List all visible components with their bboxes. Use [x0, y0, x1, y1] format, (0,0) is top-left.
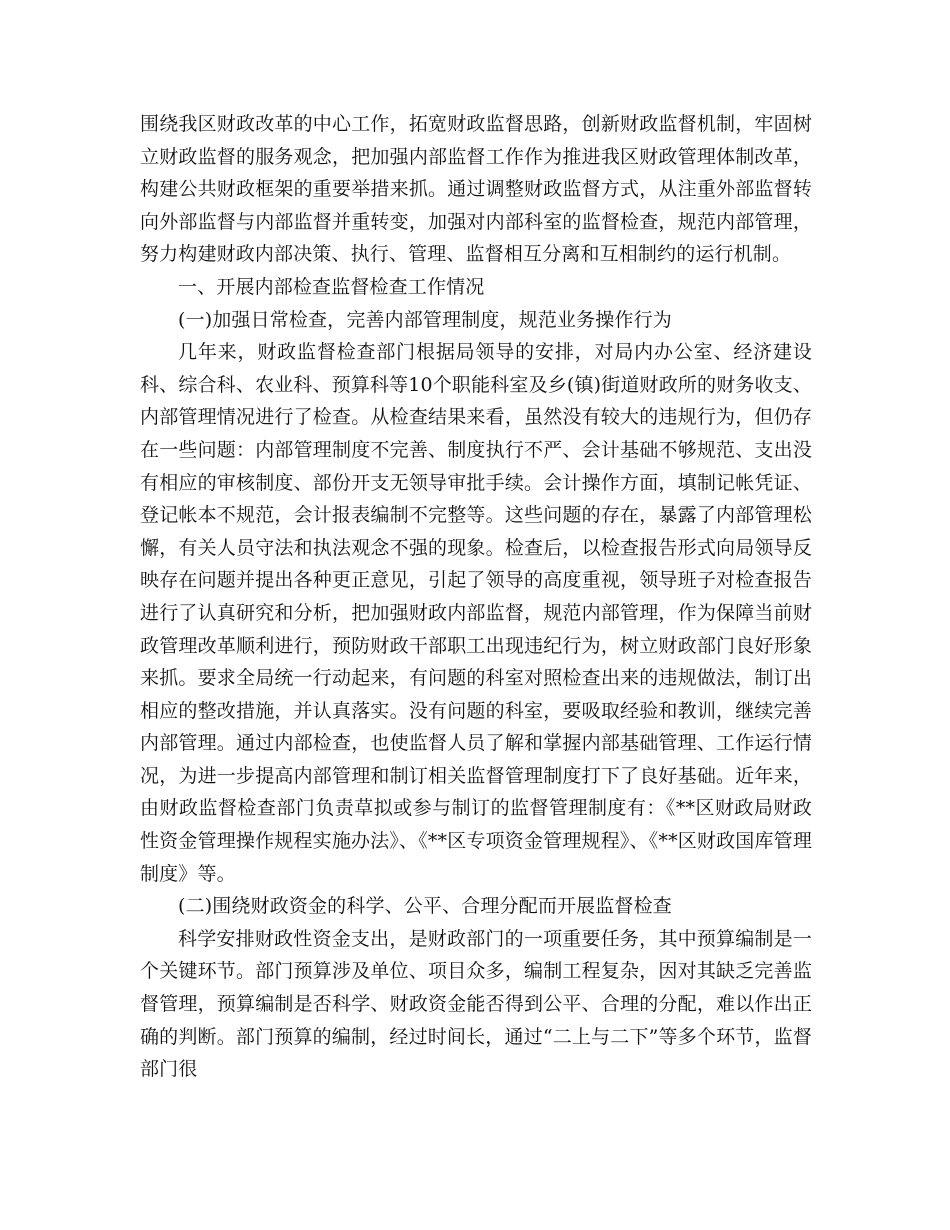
paragraph-budget: 科学安排财政性资金支出，是财政部门的一项重要任务，其中预算编制是一个关键环节。部门预算涉及单位、项目众多，编制工程复杂，因对其缺乏完善监督管理，预算编制是否科学、财政资金能否得到公平、合理的分配，难以作出正确的判断。部门预算的编制，经过时间长，通过“二上与二下”等多个环节，监督部门很 — [140, 927, 812, 1081]
document-body — [140, 108, 812, 1086]
paragraph-intro: 围绕我区财政改革的中心工作，拓宽财政监督思路，创新财政监督机制，牢固树立财政监督的服务观念，把加强内部监督工作作为推进我区财政管理体制改革，构建公共财政框架的重要举措来抓。通过调整财政监督方式，从注重外部监督转向外部监督与内部监督并重转变，加强对内部科室的监督检查，规范内部管理，努力构建财政内部决策、执行、管理、监督相互分离和互相制约的运行机制。 — [140, 113, 812, 266]
paragraph-inspection: 几年来，财政监督检查部门根据局领导的安排，对局内办公室、经济建设科、综合科、农业科、预算科等10个职能科室及乡(镇)街道财政所的财务收支、内部管理情况进行了检查。从检查结果来看，虽然没有较大的违规行为，但仍存在一些问题：内部管理制度不完善、制度执行不严、会计基础不够规范、支出没有相应的审核制度、部份开支无领导审批手续。会计操作方面，填制记帐凭证、登记帐本不规范，会计报表编制不完整等。这些问题的存在，暴露了内部管理松懈，有关人员守法和执法观念不强的现象。检查后，以检查报告形式向局领导反映存在问题并提出各种更正意见，引起了领导的高度重视，领导班子对检查报告进行了认真研究和分析，把加强财政内部监督，规范内部管理，作为保障当前财政管理改革顺利进行，预防财政干部职工出现违纪行为，树立财政部门良好形象来抓。要求全局统一行动起来，有问题的科室对照检查出来的违规做法，制订出相应的整改措施，并认真落实。没有问题的科室，要吸取经验和教训，继续完善内部管理。通过内部检查，也使监督人员了解和掌握内部基础管理、工作运行情况，为进一步提高内部管理和制订相关监督管理制度打下了良好基础。近年来，由财政监督检查部门负责草拟或参与制订的监督管理制度有：《**区财政局财政性资金管理操作规程实施办法》、《**区专项资金管理规程》、《**区财政国库管理制度》等。 — [140, 341, 812, 885]
section-heading-1: 一、开展内部检查监督检查工作情况 — [178, 275, 485, 298]
subsection-heading-1: (一)加强日常检查，完善内部管理制度，规范业务操作行为 — [178, 308, 672, 331]
subsection-heading-2: (二)围绕财政资金的科学、公平、合理分配而开展监督检查 — [178, 895, 672, 918]
